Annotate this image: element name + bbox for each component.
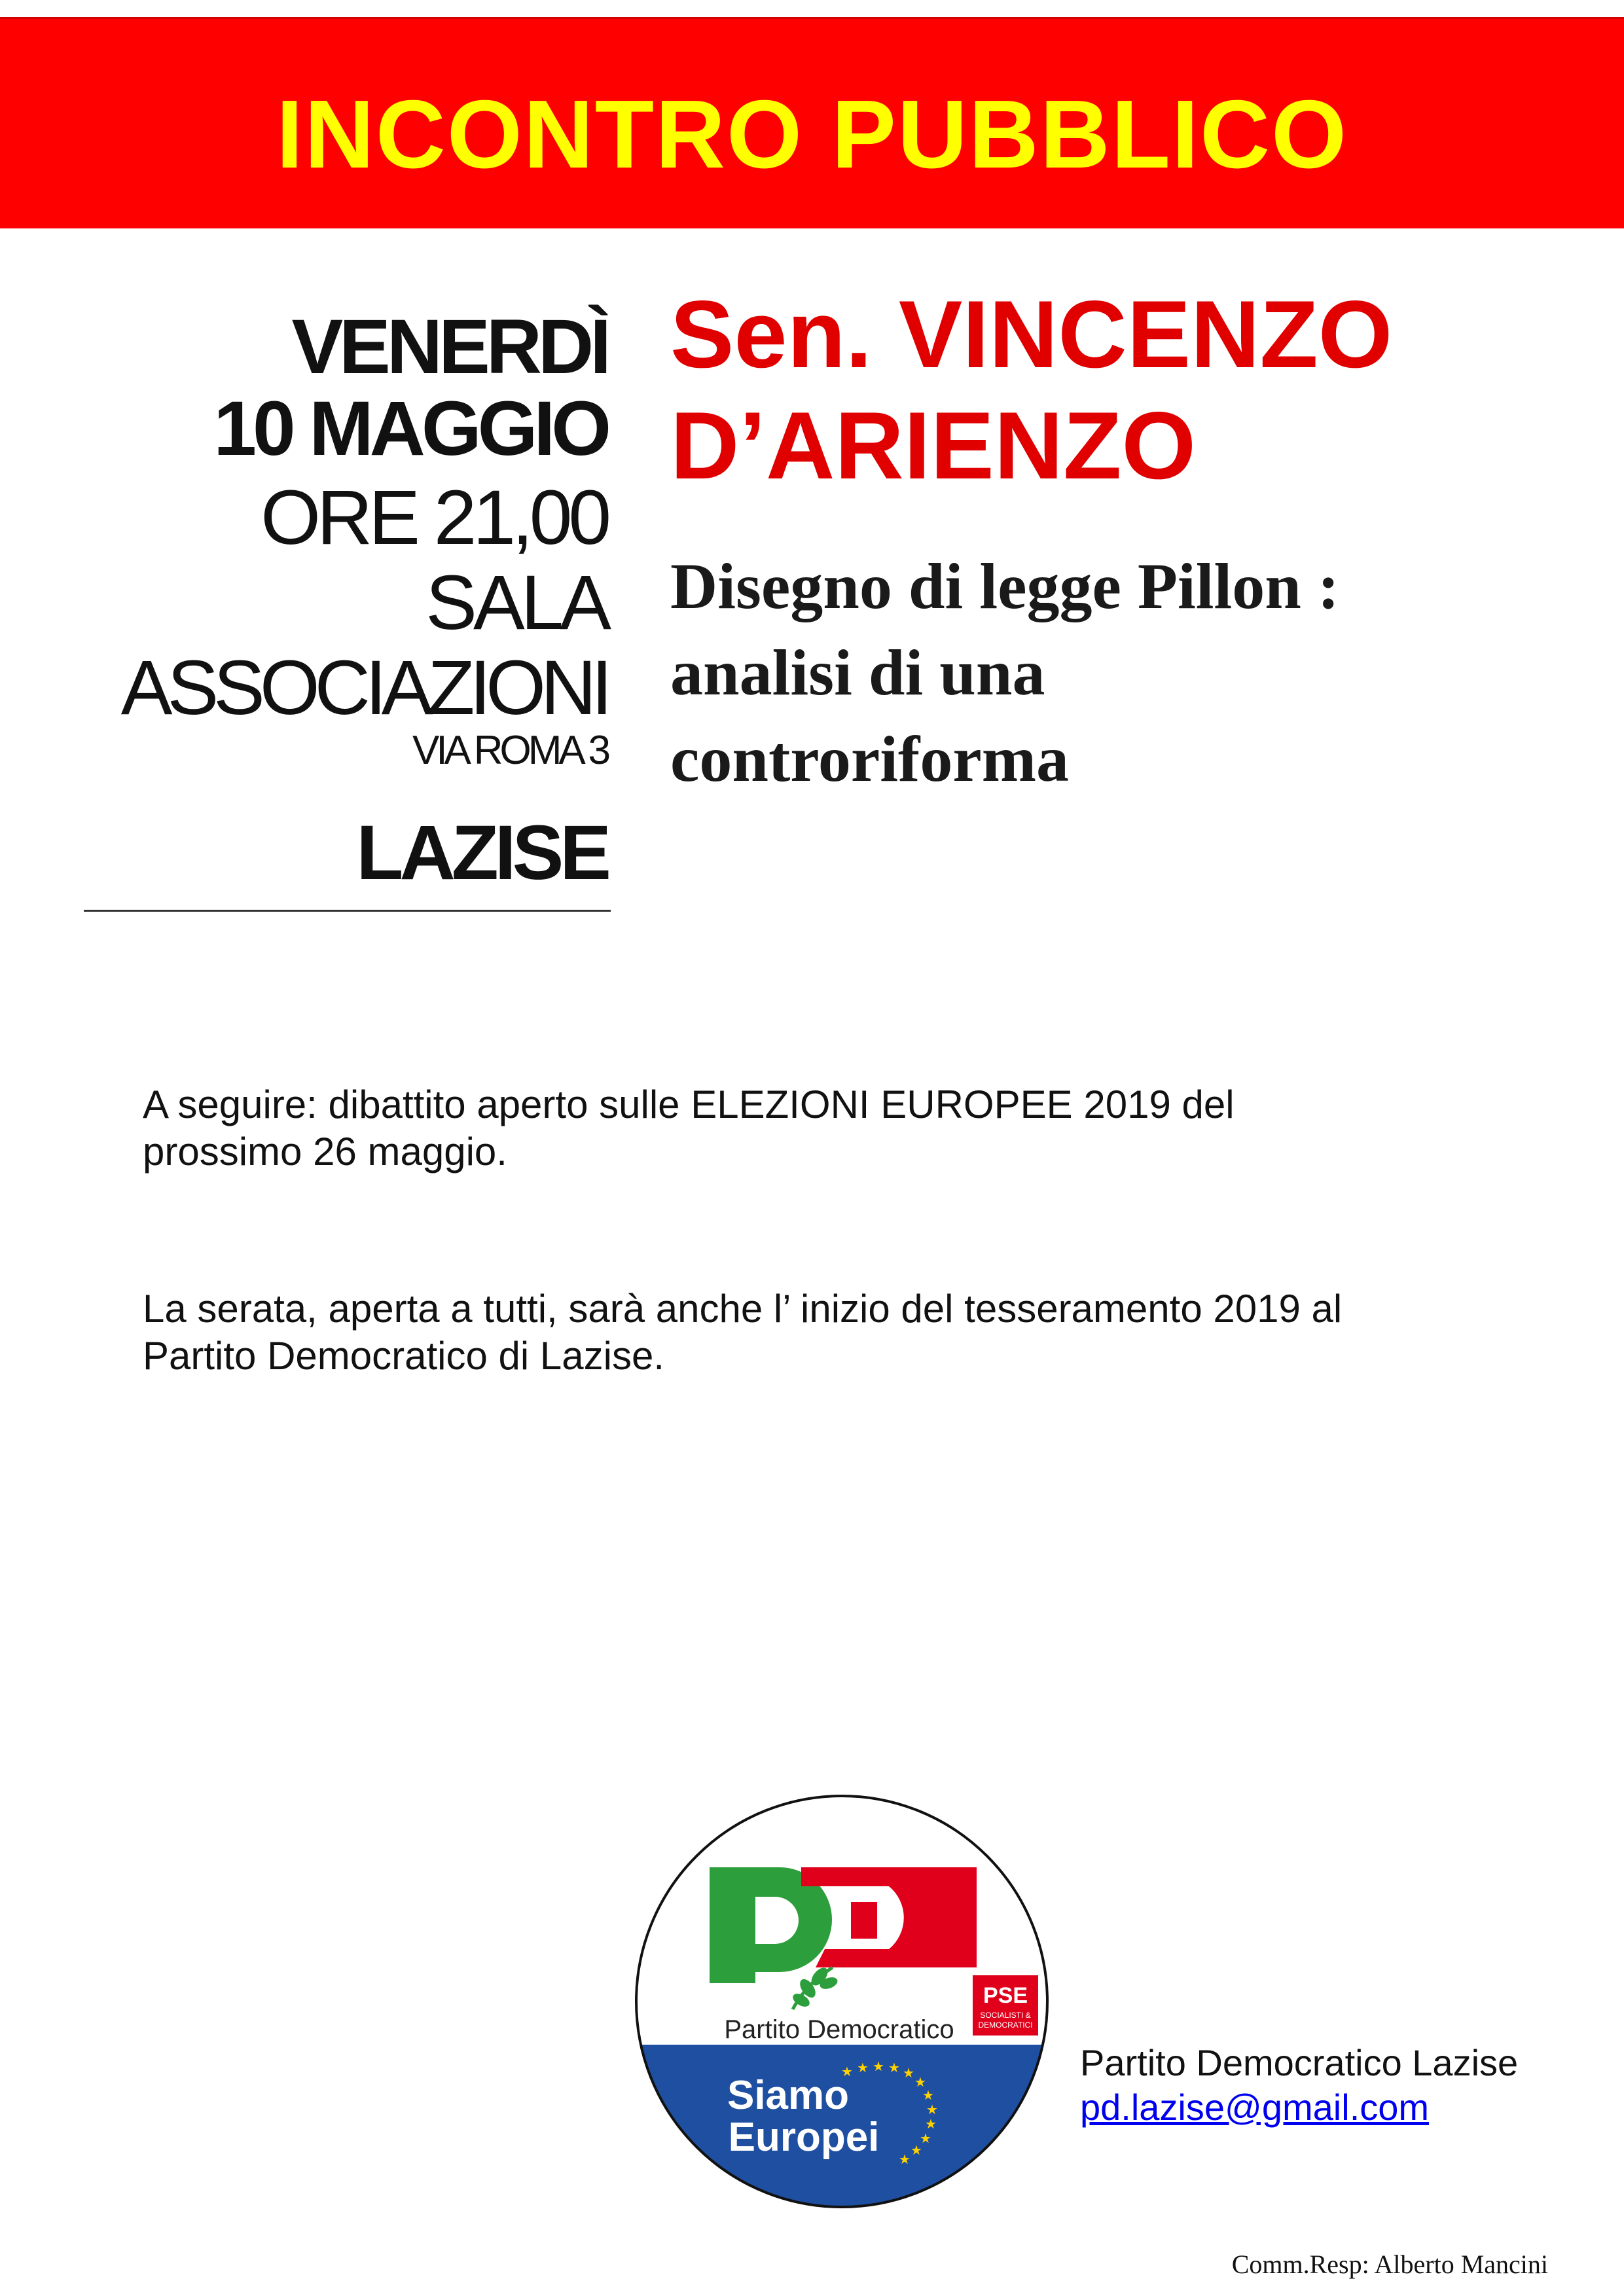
event-time: ORE 21,00 <box>261 475 607 561</box>
svg-text:★: ★ <box>841 2064 853 2079</box>
paragraph-membership-line-1: La serata, aperta a tutti, sarà anche l’ inizio del tesseramento 2019 al <box>143 1287 1343 1331</box>
paragraph-membership-line-2: Partito Democratico di Lazise. <box>143 1334 664 1378</box>
pse-sub-1: SOCIALISTI & <box>980 2011 1031 2020</box>
organization-name: Partito Democratico Lazise <box>1080 2042 1519 2083</box>
svg-text:★: ★ <box>914 2074 926 2090</box>
logo-d-inner <box>851 1902 877 1939</box>
pd-logo <box>632 1792 1051 2211</box>
svg-text:★: ★ <box>911 2142 922 2158</box>
speaker-line-2: D’ARIENZO <box>670 392 1196 499</box>
svg-text:★: ★ <box>903 2065 914 2081</box>
footer-credit: Comm.Resp: Alberto Mancini <box>1231 2250 1548 2279</box>
speaker-name <box>670 279 1600 501</box>
event-day: VENERDÌ <box>291 304 607 390</box>
pse-label: PSE <box>983 1983 1028 2008</box>
topic-line-1: Disegno di legge Pillon : <box>670 550 1340 622</box>
svg-text:★: ★ <box>899 2151 911 2167</box>
event-date: 10 MAGGIO <box>213 386 607 472</box>
event-details <box>18 304 607 896</box>
divider <box>84 910 611 912</box>
svg-text:★: ★ <box>922 2087 934 2103</box>
paragraph-debate-line-2: prossimo 26 maggio. <box>143 1130 507 1174</box>
paragraph-debate-line-1: A seguire: dibattito aperto sulle ELEZIONI EUROPEE 2019 del <box>143 1083 1235 1126</box>
logo-party-name: Partito Democratico <box>724 2015 954 2044</box>
venue-line-1: SALA <box>425 560 607 646</box>
pse-sub-2: DEMOCRATICI <box>978 2020 1033 2030</box>
svg-text:★: ★ <box>925 2116 937 2132</box>
logo-slogan-line-2: Europei <box>728 2115 880 2160</box>
contact-email-link[interactable]: pd.lazise@gmail.com <box>1080 2087 1430 2128</box>
topic-title <box>670 543 1600 802</box>
svg-text:★: ★ <box>888 2060 900 2075</box>
svg-text:★: ★ <box>857 2060 869 2075</box>
speaker-line-1: Sen. VINCENZO <box>670 281 1393 387</box>
svg-text:★: ★ <box>926 2102 938 2117</box>
logo-slogan-line-1: Siamo <box>727 2073 850 2118</box>
svg-text:★: ★ <box>920 2130 931 2146</box>
event-town: LAZISE <box>356 810 607 896</box>
header-banner <box>0 17 1624 228</box>
venue-address: VIA ROMA 3 <box>412 728 607 773</box>
svg-text:★: ★ <box>873 2058 884 2074</box>
paragraph-debate <box>143 1081 1543 1175</box>
venue-line-2: ASSOCIAZIONI <box>120 645 607 731</box>
paragraph-membership <box>143 1285 1543 1380</box>
topic-line-3: controriforma <box>670 723 1070 795</box>
banner-title: INCONTRO PUBBLICO <box>276 81 1348 188</box>
topic-line-2: analisi di una <box>670 636 1045 709</box>
